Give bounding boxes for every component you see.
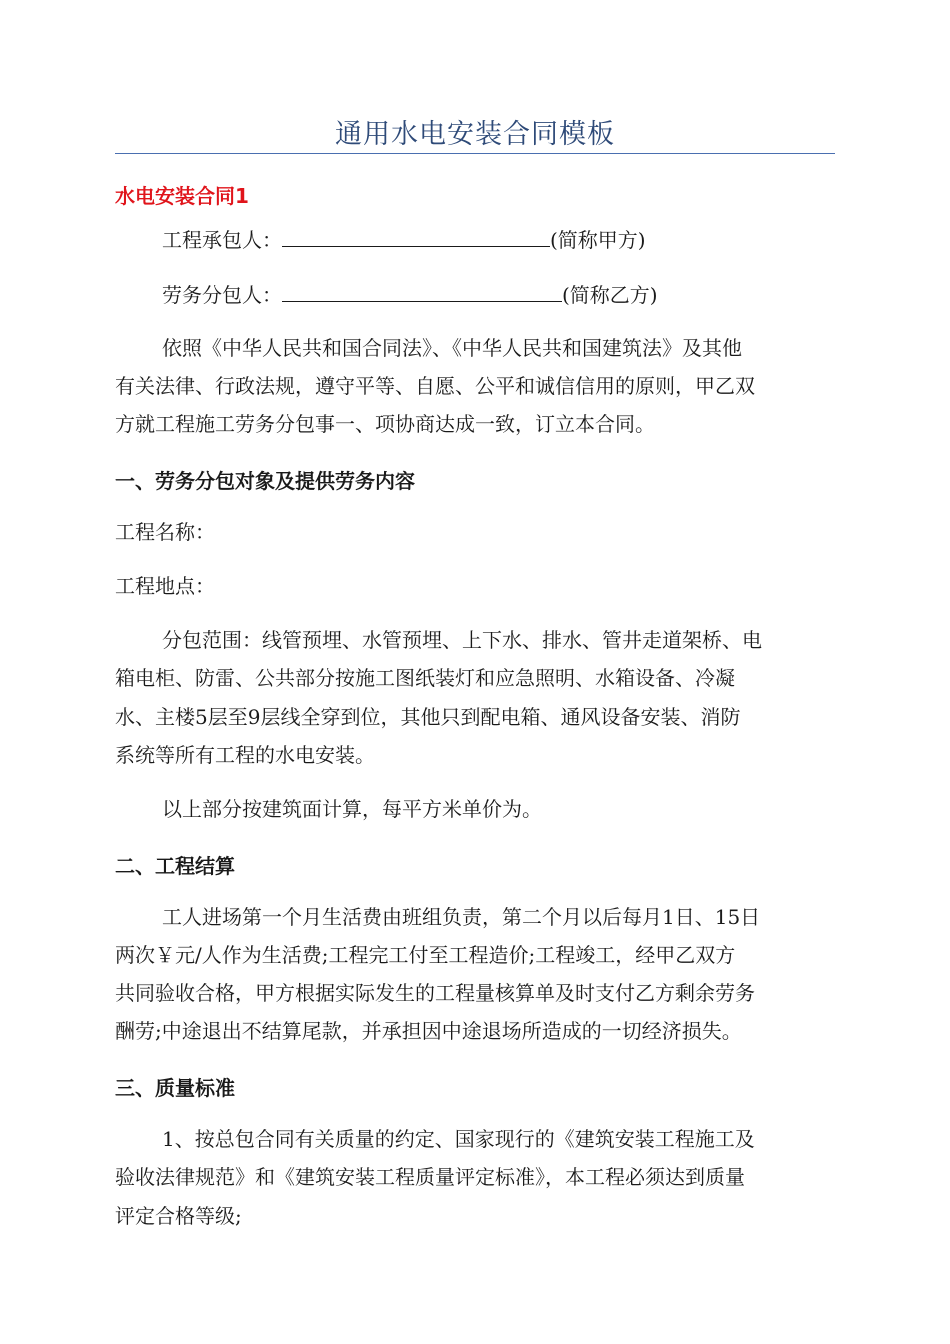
section-1-heading: 一、劳务分包对象及提供劳务内容: [115, 469, 415, 493]
party-b-label: 劳务分包人：: [162, 283, 282, 307]
quality-line: 验收法律规范》和《建筑安装工程质量评定标准》，本工程必须达到质量: [115, 1165, 745, 1189]
party-b-blank: [282, 281, 562, 302]
settlement-line: 两次￥元/人作为生活费;工程完工付至工程造价;工程竣工，经甲乙双方: [115, 943, 736, 967]
pricing-line: 以上部分按建筑面计算，每平方米单价为。: [162, 797, 542, 821]
quality-line: 1、按总包合同有关质量的约定、国家现行的《建筑安装工程施工及: [162, 1127, 755, 1151]
preamble-line: 依照《中华人民共和国合同法》、《中华人民共和国建筑法》及其他: [162, 336, 742, 360]
section-2-heading: 二、工程结算: [115, 854, 235, 878]
scope-line: 分包范围：线管预埋、水管预埋、上下水、排水、管井走道架桥、电: [162, 628, 762, 652]
party-a-line: [162, 226, 835, 253]
party-a-label: 工程承包人：: [162, 228, 282, 252]
party-b-suffix: (简称乙方): [562, 283, 658, 307]
settlement-line: 共同验收合格，甲方根据实际发生的工程量核算单及时支付乙方剩余劳务: [115, 981, 755, 1005]
title-underline: [115, 153, 835, 154]
project-name-field: 工程名称：: [115, 520, 215, 544]
quality-line: 评定合格等级;: [115, 1204, 242, 1228]
document-title: 通用水电安装合同模板: [335, 119, 615, 150]
section-3-heading: 三、质量标准: [115, 1076, 235, 1100]
preamble-line: 方就工程施工劳务分包事一、项协商达成一致，订立本合同。: [115, 412, 655, 436]
settlement-line: 工人进场第一个月生活费由班组负责，第二个月以后每月1日、15日: [162, 905, 761, 929]
scope-line: 系统等所有工程的水电安装。: [115, 743, 375, 767]
scope-line: 水、主楼5层至9层线全穿到位，其他只到配电箱、通风设备安装、消防: [115, 705, 741, 729]
settlement-line: 酬劳;中途退出不结算尾款，并承担因中途退场所造成的一切经济损失。: [115, 1019, 742, 1043]
contract-heading: 水电安装合同1: [115, 184, 249, 208]
scope-line: 箱电柜、防雷、公共部分按施工图纸装灯和应急照明、水箱设备、冷凝: [115, 666, 735, 690]
party-a-blank: [282, 226, 550, 247]
project-site-field: 工程地点：: [115, 574, 215, 598]
party-a-suffix: (简称甲方): [550, 228, 646, 252]
preamble-line: 有关法律、行政法规，遵守平等、自愿、公平和诚信信用的原则，甲乙双: [115, 374, 755, 398]
party-b-line: [162, 281, 835, 308]
